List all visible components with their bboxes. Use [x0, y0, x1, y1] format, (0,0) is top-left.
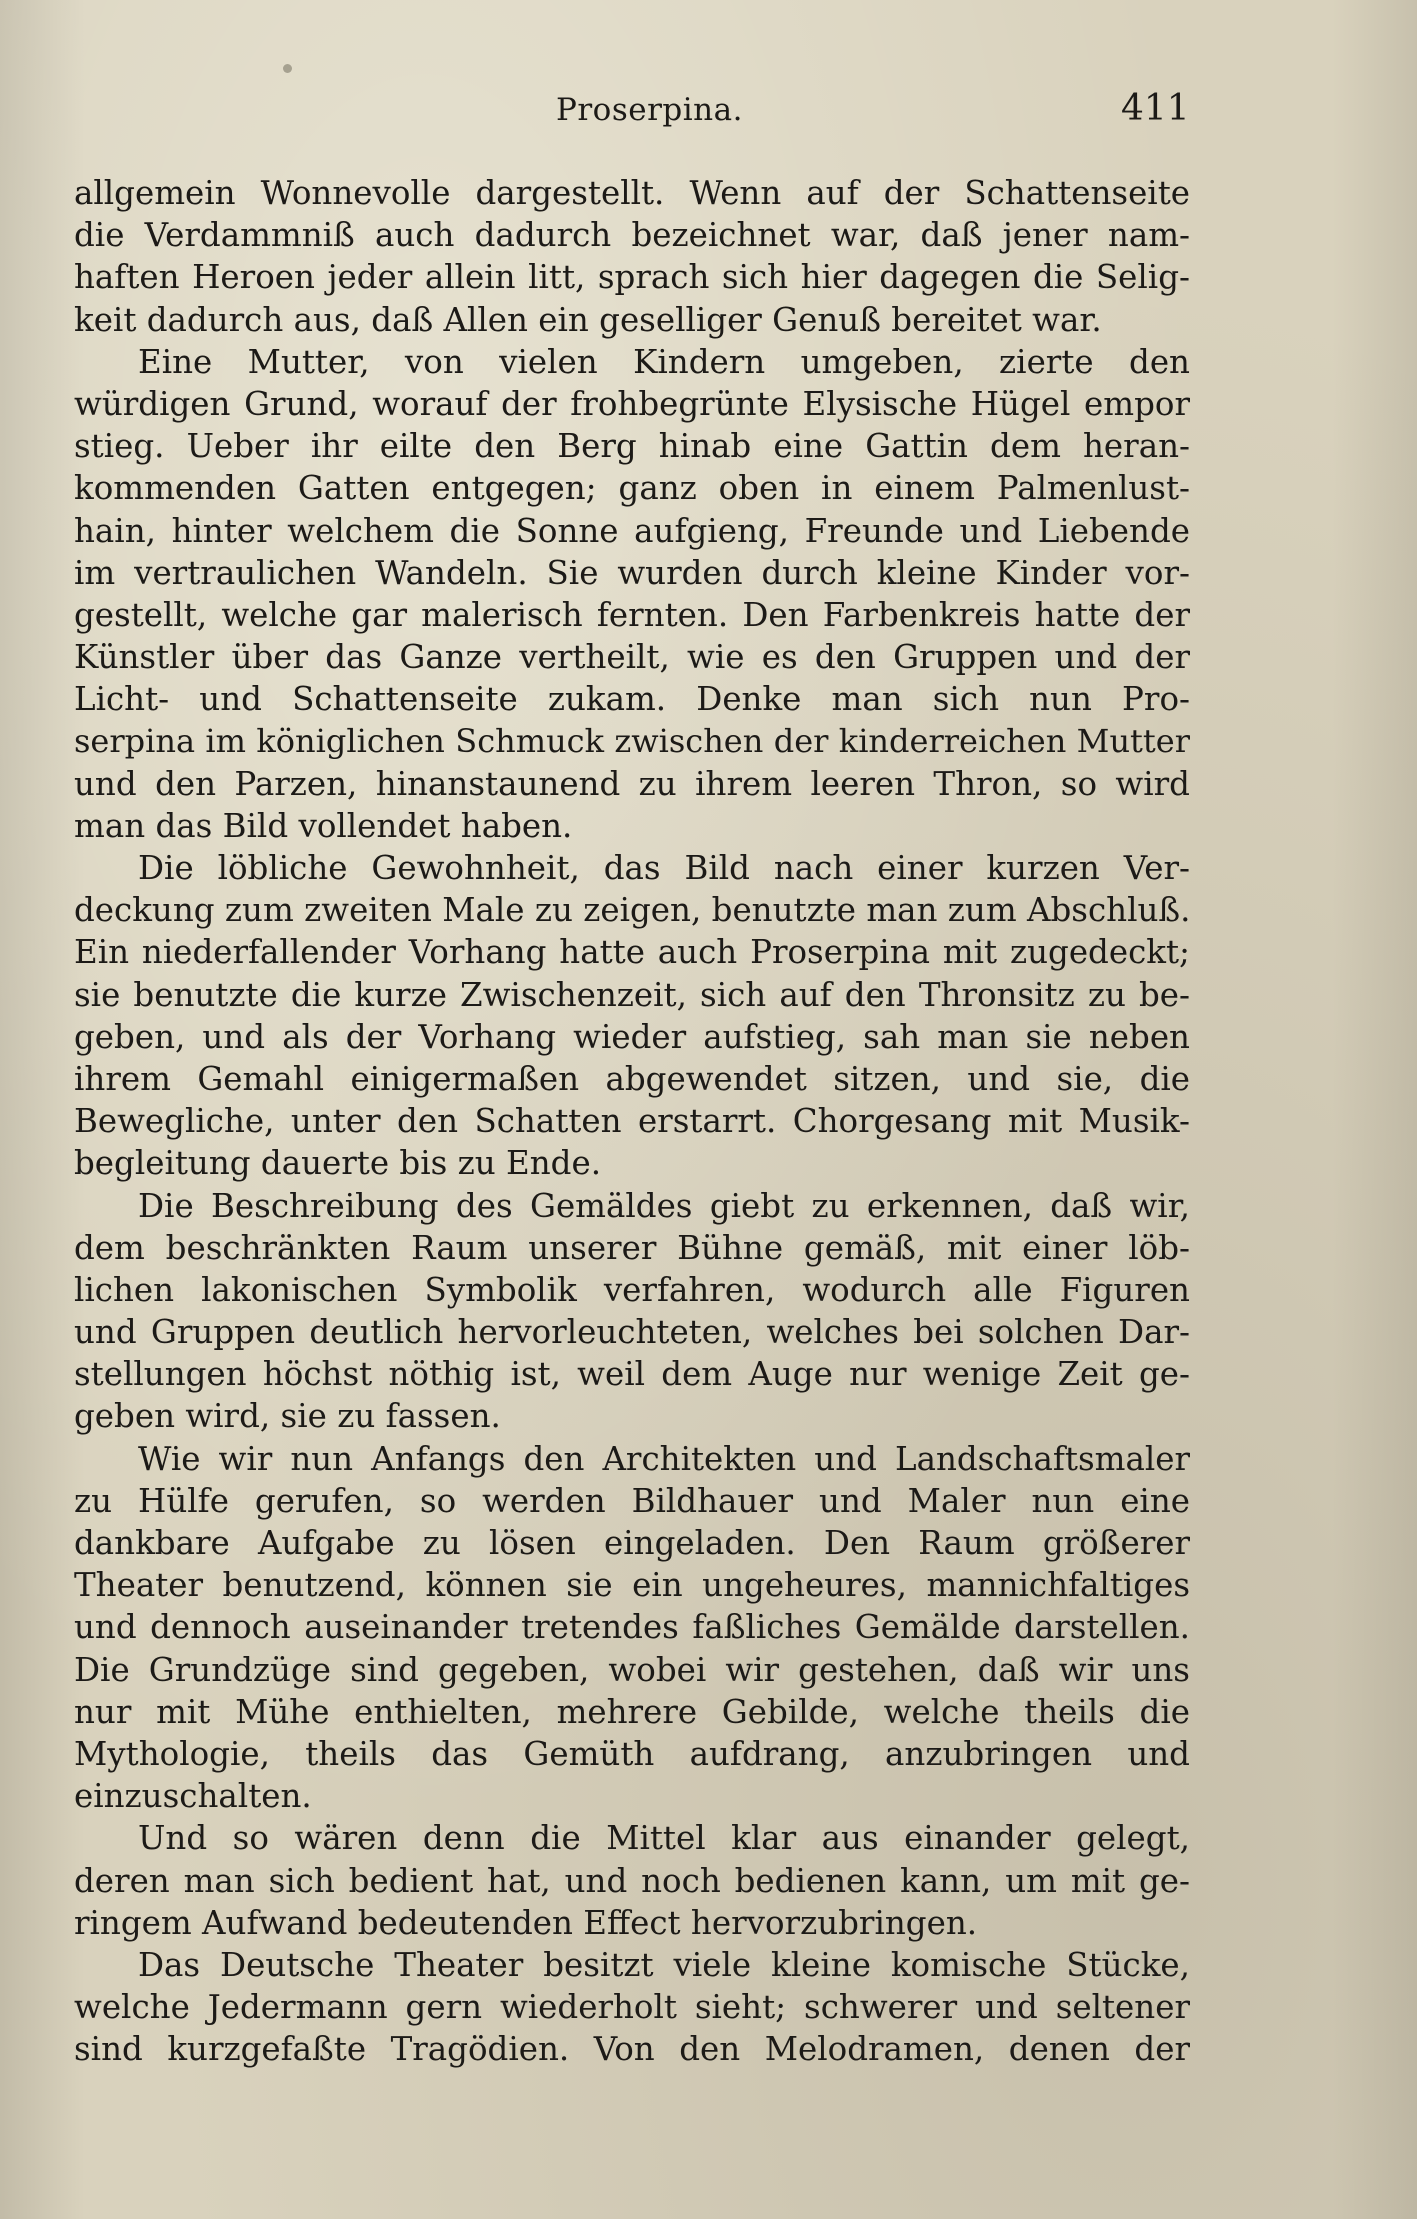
text-line: die Verdammniß auch dadurch bezeichnet war, daß jener nam- [74, 216, 1190, 255]
text-line: sind kurzgefaßte Tragödien. Von den Melodramen, denen der [74, 2030, 1190, 2069]
text-line: und den Parzen, hinanstaunend zu ihrem leeren Thron, so wird [74, 764, 1190, 803]
text-line: nur mit Mühe enthielten, mehrere Gebilde, welche theils die [74, 1692, 1190, 1731]
text-line: geben, und als der Vorhang wieder aufstieg, sah man sie neben [74, 1017, 1190, 1056]
text-line: Die Beschreibung des Gemäldes giebt zu erkennen, daß wir, [138, 1186, 1190, 1225]
text-line: geben wird, sie zu fassen. [74, 1397, 501, 1436]
body-text [74, 172, 1190, 2070]
running-head [0, 88, 1417, 132]
text-line: Eine Mutter, von vielen Kindern umgeben, zierte den [138, 342, 1190, 381]
text-line: begleitung dauerte bis zu Ende. [74, 1144, 602, 1183]
text-line: dem beschränkten Raum unserer Bühne gemäß, mit einer löb- [74, 1228, 1190, 1267]
text-line: Theater benutzend, können sie ein ungeheures, mannichfaltiges [74, 1566, 1190, 1605]
text-line: im vertraulichen Wandeln. Sie wurden durch kleine Kinder vor- [74, 553, 1190, 592]
text-line: gestellt, welche gar malerisch fernten. Den Farbenkreis hatte der [74, 595, 1190, 634]
text-line: Die löbliche Gewohnheit, das Bild nach einer kurzen Ver- [138, 849, 1190, 887]
running-head-title: Proserpina. [556, 92, 743, 128]
page-number: 411 [1121, 88, 1190, 129]
text-line: allgemein Wonnevolle dargestellt. Wenn auf der Schattenseite [74, 174, 1190, 212]
text-line: kommenden Gatten entgegen; ganz oben in einem Palmenlust- [74, 469, 1190, 508]
text-line: welche Jedermann gern wiederholt sieht; schwerer und seltener [74, 1988, 1190, 2027]
text-line: ringem Aufwand bedeutenden Effect hervorzubringen. [74, 1903, 978, 1942]
ink-spot [283, 64, 292, 73]
text-line: keit dadurch aus, daß Allen ein geselliger Genuß bereitet war. [74, 300, 1102, 339]
text-line: Wie wir nun Anfangs den Architekten und Landschaftsmaler [138, 1439, 1190, 1478]
text-line: Ein niederfallender Vorhang hatte auch Proserpina mit zugedeckt; [74, 933, 1190, 972]
text-line: und Gruppen deutlich hervorleuchteten, welches bei solchen Dar- [74, 1313, 1190, 1352]
text-line: ihrem Gemahl einigermaßen abgewendet sitzen, und sie, die [74, 1059, 1190, 1098]
text-line: stieg. Ueber ihr eilte den Berg hinab eine Gattin dem heran- [74, 427, 1190, 466]
text-line: Und so wären denn die Mittel klar aus einander gelegt, [138, 1819, 1190, 1858]
text-line: hain, hinter welchem die Sonne aufgieng, Freunde und Liebende [74, 511, 1190, 550]
text-line: sie benutzte die kurze Zwischenzeit, sich auf den Thronsitz zu be- [74, 975, 1190, 1014]
text-line: Künstler über das Ganze vertheilt, wie es den Gruppen und der [74, 638, 1190, 677]
text-line: Mythologie, theils das Gemüth aufdrang, anzubringen und [74, 1734, 1190, 1773]
text-line: deckung zum zweiten Male zu zeigen, benutzte man zum Abschluß. [74, 891, 1190, 930]
text-line: man das Bild vollendet haben. [74, 806, 573, 845]
text-line: zu Hülfe gerufen, so werden Bildhauer und Maler nun eine [74, 1481, 1190, 1520]
text-line: Licht- und Schattenseite zukam. Denke man sich nun Pro- [74, 680, 1190, 719]
text-line: serpina im königlichen Schmuck zwischen der kinderreichen Mutter [74, 722, 1190, 761]
text-line: stellungen höchst nöthig ist, weil dem Auge nur wenige Zeit ge- [74, 1355, 1190, 1394]
text-line: deren man sich bedient hat, und noch bedienen kann, um mit ge- [74, 1861, 1190, 1900]
text-line: lichen lakonischen Symbolik verfahren, wodurch alle Figuren [74, 1270, 1190, 1309]
text-line: und dennoch auseinander tretendes faßliches Gemälde darstellen. [74, 1608, 1190, 1647]
text-line: haften Heroen jeder allein litt, sprach sich hier dagegen die Selig- [74, 258, 1190, 297]
text-line: Die Grundzüge sind gegeben, wobei wir gestehen, daß wir uns [74, 1650, 1190, 1689]
text-line: dankbare Aufgabe zu lösen eingeladen. Den Raum größerer [74, 1524, 1190, 1562]
text-line: Bewegliche, unter den Schatten erstarrt. Chorgesang mit Musik- [74, 1102, 1190, 1141]
text-line: einzuschalten. [74, 1777, 312, 1816]
text-line: Das Deutsche Theater besitzt viele kleine komische Stücke, [138, 1945, 1190, 1984]
text-line: würdigen Grund, worauf der frohbegrünte Elysische Hügel empor [74, 384, 1190, 423]
